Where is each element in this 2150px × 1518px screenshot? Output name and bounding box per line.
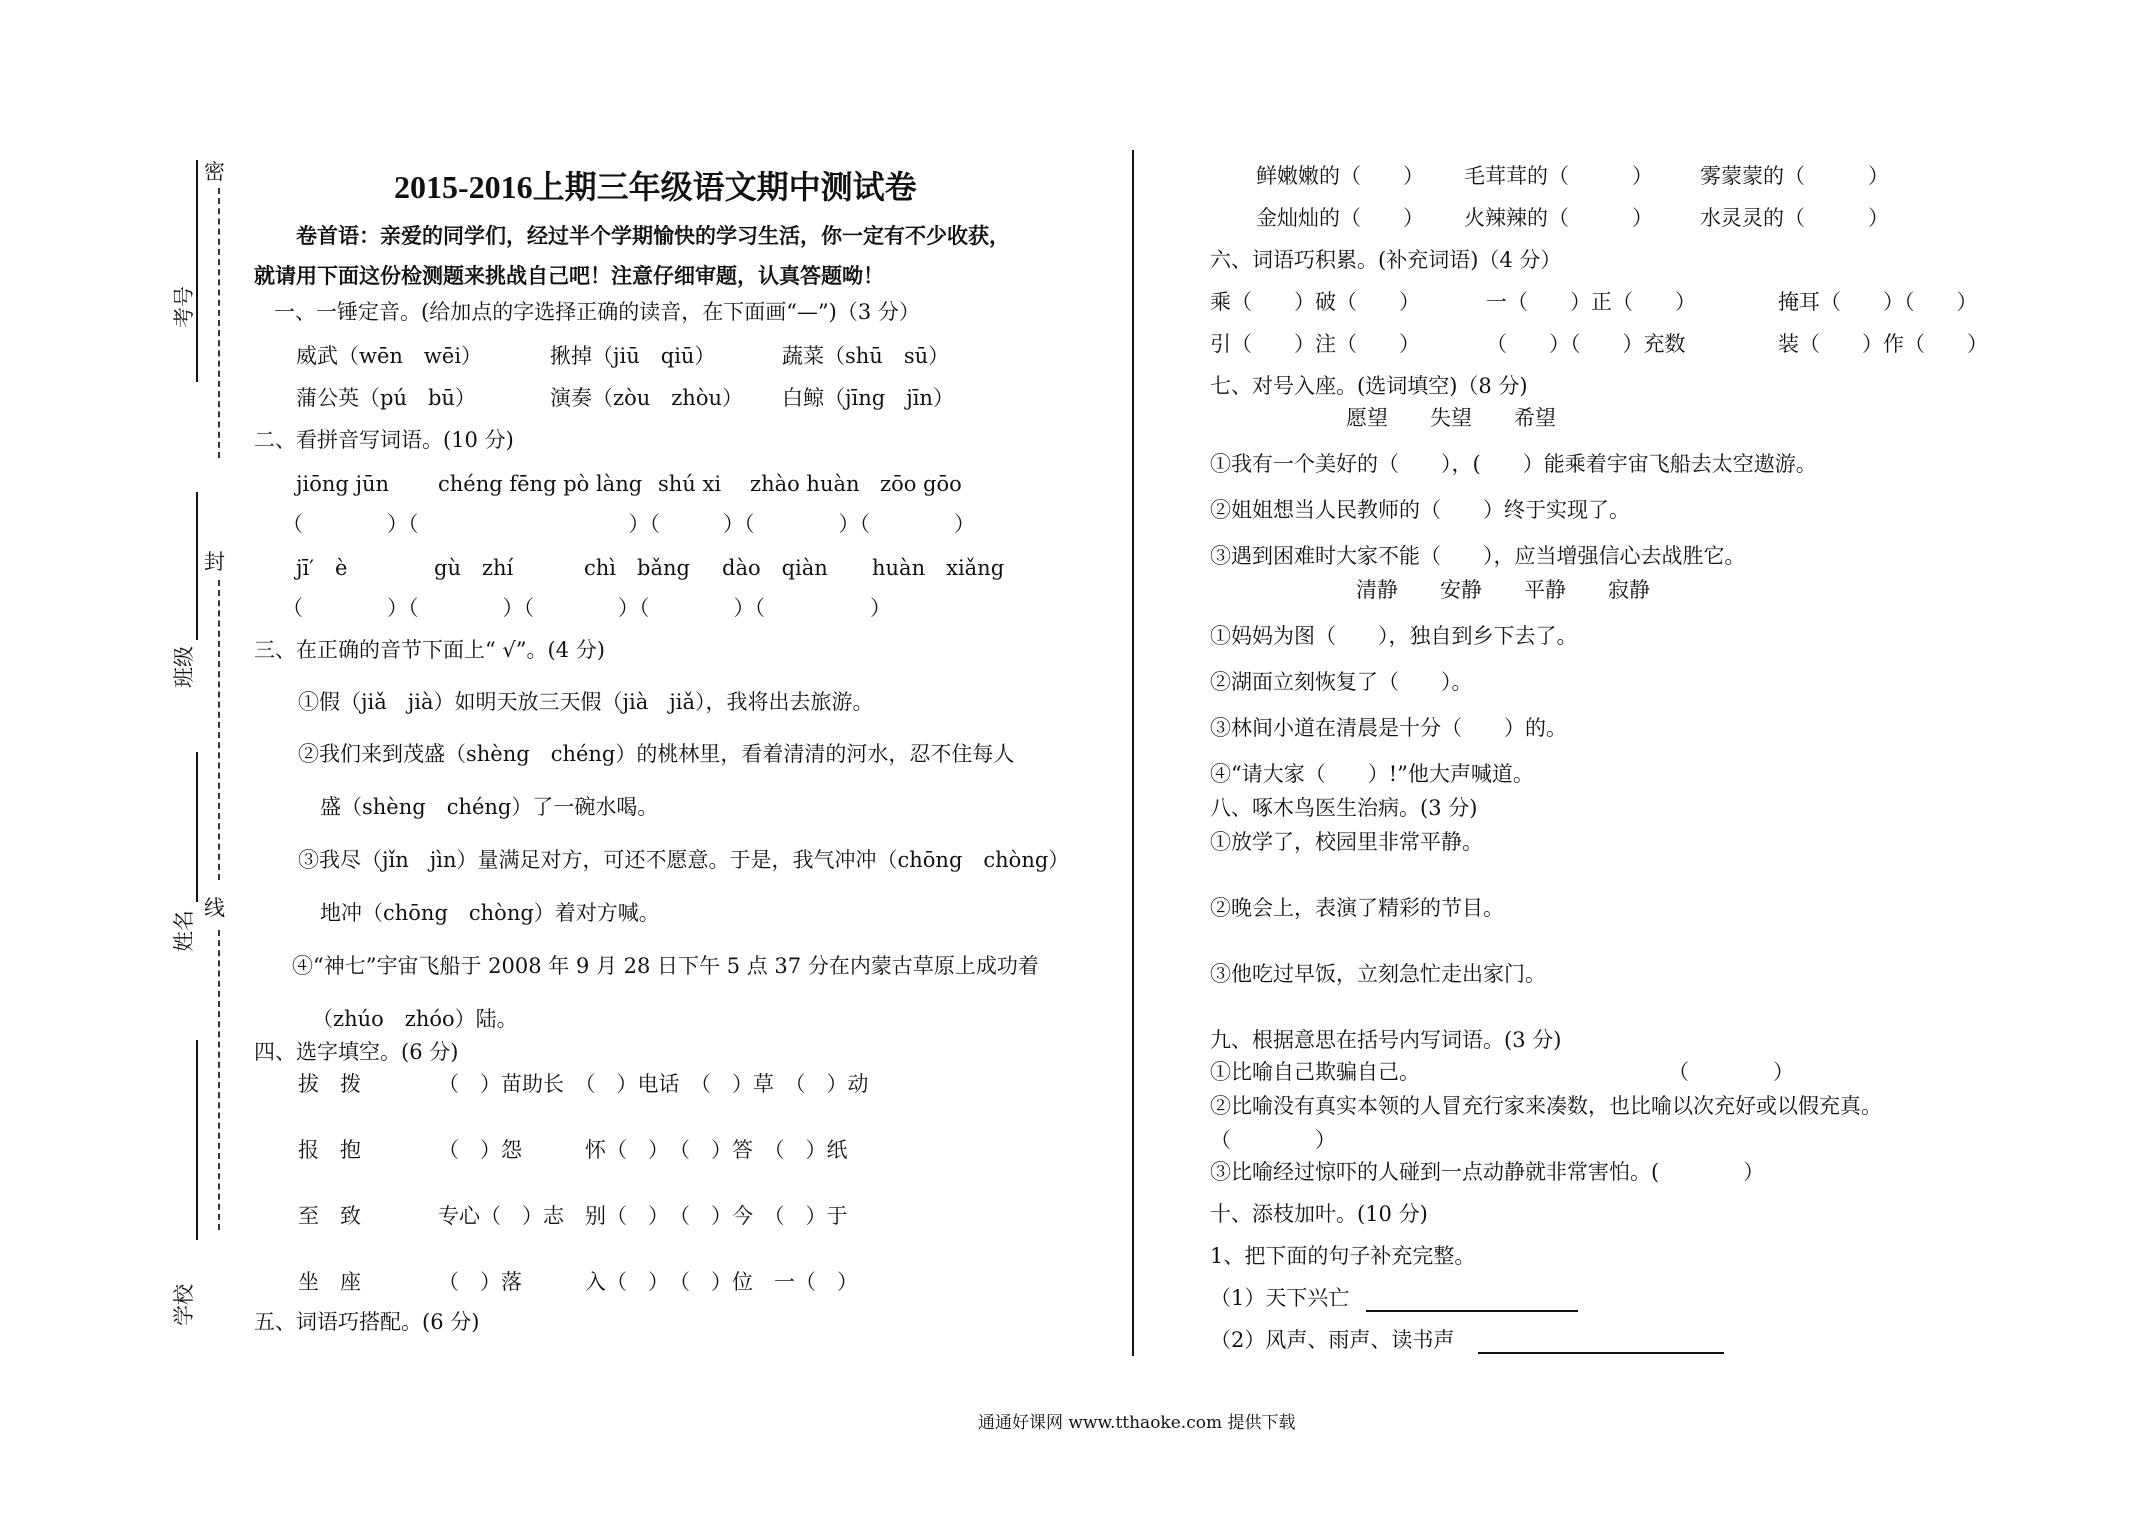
s10-sub: 1、把下面的句子补充完整。: [1210, 1244, 1476, 1268]
s1-item: 蒲公英（pú bū）: [296, 386, 476, 410]
section-2-heading: 二、看拼音写词语。(10 分): [254, 428, 514, 452]
section-9-heading: 九、根据意思在括号内写词语。(3 分): [1210, 1028, 1562, 1052]
section-6-heading: 六、词语巧积累。(补充词语)（4 分）: [1210, 248, 1562, 272]
s4-chars: 坐 座: [298, 1270, 361, 1294]
pinyin: jī′ è: [296, 556, 348, 580]
s7-line[interactable]: ②湖面立刻恢复了（ ）。: [1210, 670, 1473, 694]
pinyin: gù zhí: [434, 556, 514, 580]
s4-chars: 报 抱: [298, 1138, 361, 1162]
s6-item[interactable]: 引（ ）注（ ）: [1210, 332, 1420, 356]
answer-brackets[interactable]: （ ）（ ）（ ）（ ）（ ）: [282, 596, 891, 620]
s6-item[interactable]: 乘（ ）破（ ）: [1210, 290, 1420, 314]
section-3-heading: 三、在正确的音节下面上“ √”。(4 分): [254, 638, 605, 662]
seal-char-mi: 密: [204, 160, 225, 184]
s4-items[interactable]: （ ）落 入（ ） （ ）位 一（ ）: [438, 1270, 858, 1294]
s5-item[interactable]: 雾蒙蒙的（ ）: [1700, 164, 1889, 188]
pinyin: shú xi: [658, 472, 722, 496]
s9-line: ①比喻自己欺骗自己。: [1210, 1060, 1420, 1084]
s7-line[interactable]: ①我有一个美好的（ ），( ）能乘着宇宙飞船去太空遨游。: [1210, 452, 1817, 476]
pinyin: chì bǎng: [584, 556, 690, 580]
answer-line[interactable]: [1366, 1310, 1578, 1312]
section-4-heading: 四、选字填空。(6 分): [254, 1040, 459, 1064]
s4-items[interactable]: （ ）苗助长 （ ）电话 （ ）草 （ ）动: [438, 1072, 869, 1096]
word-bank: 清静 安静 平静 寂静: [1356, 578, 1650, 602]
kaohao-line: [196, 160, 198, 382]
s3-line: ②我们来到茂盛（shèng chéng）的桃林里，看着清清的河水，忍不住每人: [298, 742, 1015, 766]
s5-item[interactable]: 毛茸茸的（ ）: [1464, 164, 1653, 188]
s5-item[interactable]: 水灵灵的（ ）: [1700, 206, 1889, 230]
section-5-heading: 五、词语巧搭配。(6 分): [254, 1310, 480, 1334]
section-10-heading: 十、添枝加叶。(10 分): [1210, 1202, 1428, 1226]
pinyin: chéng fēng pò làng: [438, 472, 643, 496]
s3-line: ④“神七”宇宙飞船于 2008 年 9 月 28 日下午 5 点 37 分在内蒙古草原上成功着: [292, 954, 1039, 978]
s6-item[interactable]: （ ）（ ）充数: [1486, 332, 1686, 356]
kaohao-label: 考号: [172, 286, 196, 328]
s5-item[interactable]: 火辣辣的（ ）: [1464, 206, 1653, 230]
s9-answer[interactable]: （ ）: [1210, 1128, 1336, 1152]
word-bank: 愿望 失望 希望: [1346, 406, 1556, 430]
s1-item: 威武（wēn wēi）: [296, 344, 483, 368]
seal-char-feng: 封: [204, 550, 225, 574]
s7-line[interactable]: ②姐姐想当人民教师的（ ）终于实现了。: [1210, 498, 1630, 522]
xingming-label: 姓名: [172, 910, 196, 952]
intro-line-2: 就请用下面这份检测题来挑战自己吧！注意仔细审题，认真答题呦！: [254, 263, 884, 288]
answer-brackets[interactable]: （ ）（ ）（ ）（ ）（ ）: [282, 512, 975, 536]
banji-line: [196, 492, 198, 640]
s9-line: ②比喻没有真实本领的人冒充行家来凑数，也比喻以次充好或以假充真。: [1210, 1094, 1882, 1118]
xuexiao-line: [196, 1040, 198, 1240]
s4-items[interactable]: （ ）怨 怀（ ） （ ）答 （ ）纸: [438, 1138, 848, 1162]
answer-line[interactable]: [1478, 1352, 1724, 1354]
column-divider: [1132, 150, 1134, 1356]
seal-char-xian: 线: [204, 896, 225, 920]
section-7-heading: 七、对号入座。(选词填空)（8 分): [1210, 374, 1528, 398]
section-8-heading: 八、啄木鸟医生治病。(3 分): [1210, 796, 1478, 820]
s4-chars: 拔 拨: [298, 1072, 361, 1096]
s7-line[interactable]: ③林间小道在清晨是十分（ ）的。: [1210, 716, 1567, 740]
s7-line[interactable]: ③遇到困难时大家不能（ ），应当增强信心去战胜它。: [1210, 544, 1746, 568]
banji-label: 班级: [172, 646, 196, 688]
intro-line-1: 卷首语：亲爱的同学们，经过半个学期愉快的学习生活，你一定有不少收获，: [296, 223, 1010, 248]
s10-q1: （1）天下兴亡: [1210, 1286, 1350, 1310]
binding-dashed-line: [218, 188, 220, 458]
s4-items[interactable]: 专心（ ）志 别（ ） （ ）今 （ ）于: [438, 1204, 848, 1228]
pinyin: zōo gōo: [880, 472, 962, 496]
s1-item: 演奏（zòu zhòu）: [550, 386, 743, 410]
s1-item: 蔬菜（shū sū）: [782, 344, 950, 368]
s10-q2: （2）风声、雨声、读书声: [1210, 1328, 1455, 1352]
s8-line: ②晚会上，表演了精彩的节目。: [1210, 896, 1504, 920]
s1-item: 揪掉（jiū qiū）: [550, 344, 716, 368]
pinyin: zhào huàn: [750, 472, 860, 496]
xuexiao-label: 学校: [172, 1284, 196, 1326]
xingming-line: [196, 752, 198, 902]
s3-line: 地冲（chōng chòng）着对方喊。: [320, 901, 660, 925]
s6-item[interactable]: 一（ ）正（ ）: [1486, 290, 1696, 314]
pinyin: jiōng jūn: [296, 472, 390, 496]
s3-line: ③我尽（jǐn jìn）量满足对方，可还不愿意。于是，我气冲冲（chōng chòng）: [298, 848, 1070, 872]
s1-item: 白鲸（jīng jīn）: [782, 386, 954, 410]
s5-item[interactable]: 金灿灿的（ ）: [1256, 206, 1424, 230]
s8-line: ③他吃过早饭，立刻急忙走出家门。: [1210, 962, 1546, 986]
s3-line: ①假（jiǎ jià）如明天放三天假（jià jiǎ），我将出去旅游。: [298, 690, 874, 714]
binding-dashed-line: [218, 580, 220, 880]
s5-item[interactable]: 鲜嫩嫩的（ ）: [1256, 164, 1424, 188]
section-1-heading: 一、一锤定音。(给加点的字选择正确的读音，在下面画“—”)（3 分）: [274, 300, 920, 324]
page-title: 2015-2016上期三年级语文期中测试卷: [394, 169, 917, 205]
s3-line: 盛（shèng chéng）了一碗水喝。: [320, 795, 659, 819]
s8-line: ①放学了，校园里非常平静。: [1210, 830, 1483, 854]
s6-item[interactable]: 装（ ）作（ ）: [1778, 332, 1988, 356]
s4-chars: 至 致: [298, 1204, 361, 1228]
s7-line[interactable]: ④“请大家（ ）!”他大声喊道。: [1210, 762, 1534, 786]
pinyin: dào qiàn: [722, 556, 828, 580]
footer-credit: 通通好课网 www.tthaoke.com 提供下载: [978, 1413, 1296, 1433]
pinyin: huàn xiǎng: [872, 556, 1005, 580]
s7-line[interactable]: ①妈妈为图（ ），独自到乡下去了。: [1210, 624, 1578, 648]
s9-answer[interactable]: （ ）: [1668, 1060, 1794, 1084]
s9-line[interactable]: ③比喻经过惊吓的人碰到一点动静就非常害怕。( ）: [1210, 1160, 1765, 1184]
s3-line: （zhúo zhóo）陆。: [312, 1007, 518, 1031]
binding-dashed-line: [218, 930, 220, 1230]
s6-item[interactable]: 掩耳（ ）（ ）: [1778, 290, 1978, 314]
